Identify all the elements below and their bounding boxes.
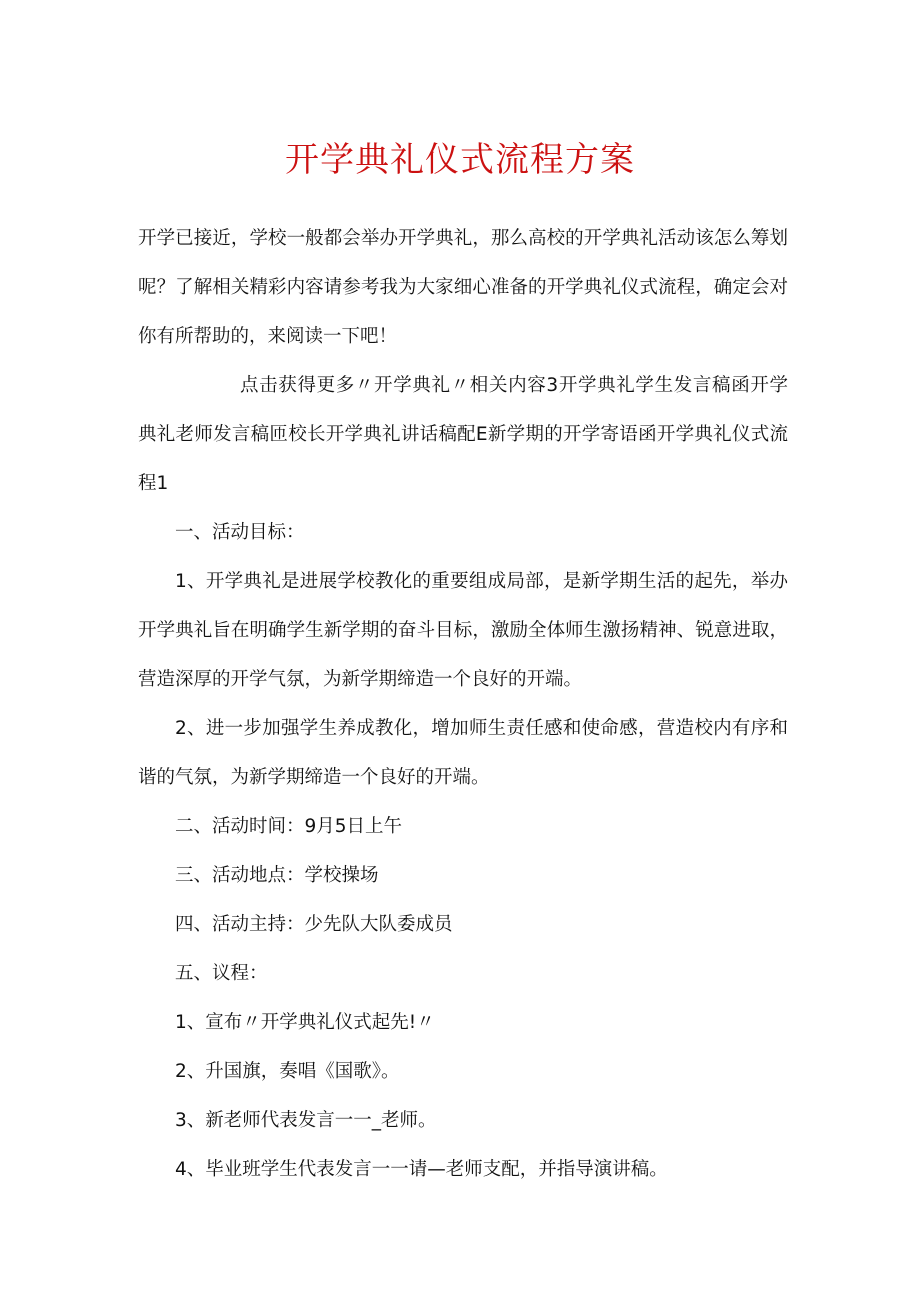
section-heading-goals: 一、活动目标：: [175, 522, 305, 543]
agenda-item-3: 3、新老师代表发言一一_老师。: [175, 1110, 437, 1131]
agenda-item-2: 2、升国旗，奏唱《国歌》。: [175, 1061, 400, 1082]
agenda-item-4: 4、毕业班学生代表发言一一请—老师支配，并指导演讲稿。: [175, 1159, 668, 1180]
document-body: [138, 214, 788, 1194]
agenda-item-1: 1、宣布〃开学典礼仪式起先!〃: [175, 1012, 435, 1033]
section-time: 二、活动时间：9月5日上午: [175, 816, 403, 837]
intro-paragraph: 开学已接近，学校一般都会举办开学典礼，那么高校的开学典礼活动该怎么筹划呢？了解相关精彩内容请参考我为大家细心准备的开学典礼仪式流程，确定会对你有所帮助的，来阅读一下吧！: [138, 228, 788, 347]
section-location: 三、活动地点：学校操场: [175, 865, 379, 886]
section-heading-agenda: 五、议程：: [175, 963, 268, 984]
goal-item-1: 1、开学典礼是进展学校教化的重要组成局部，是新学期生活的起先，举办开学典礼旨在明确学生新学期的奋斗目标，激励全体师生激扬精神、锐意进取，营造深厚的开学气氛，为新学期缔造一个良好的开端。: [138, 571, 788, 690]
related-links-paragraph: 点击获得更多〃开学典礼〃相关内容3开学典礼学生发言稿函开学典礼老师发言稿匝校长开学典礼讲话稿配E新学期的开学寄语函开学典礼仪式流程1: [138, 375, 788, 494]
document-title: 开学典礼仪式流程方案: [285, 140, 635, 180]
goal-item-2: 2、进一步加强学生养成教化，增加师生责任感和使命感，营造校内有序和谐的气氛，为新学期缔造一个良好的开端。: [138, 718, 788, 788]
section-host: 四、活动主持：少先队大队委成员: [175, 914, 453, 935]
